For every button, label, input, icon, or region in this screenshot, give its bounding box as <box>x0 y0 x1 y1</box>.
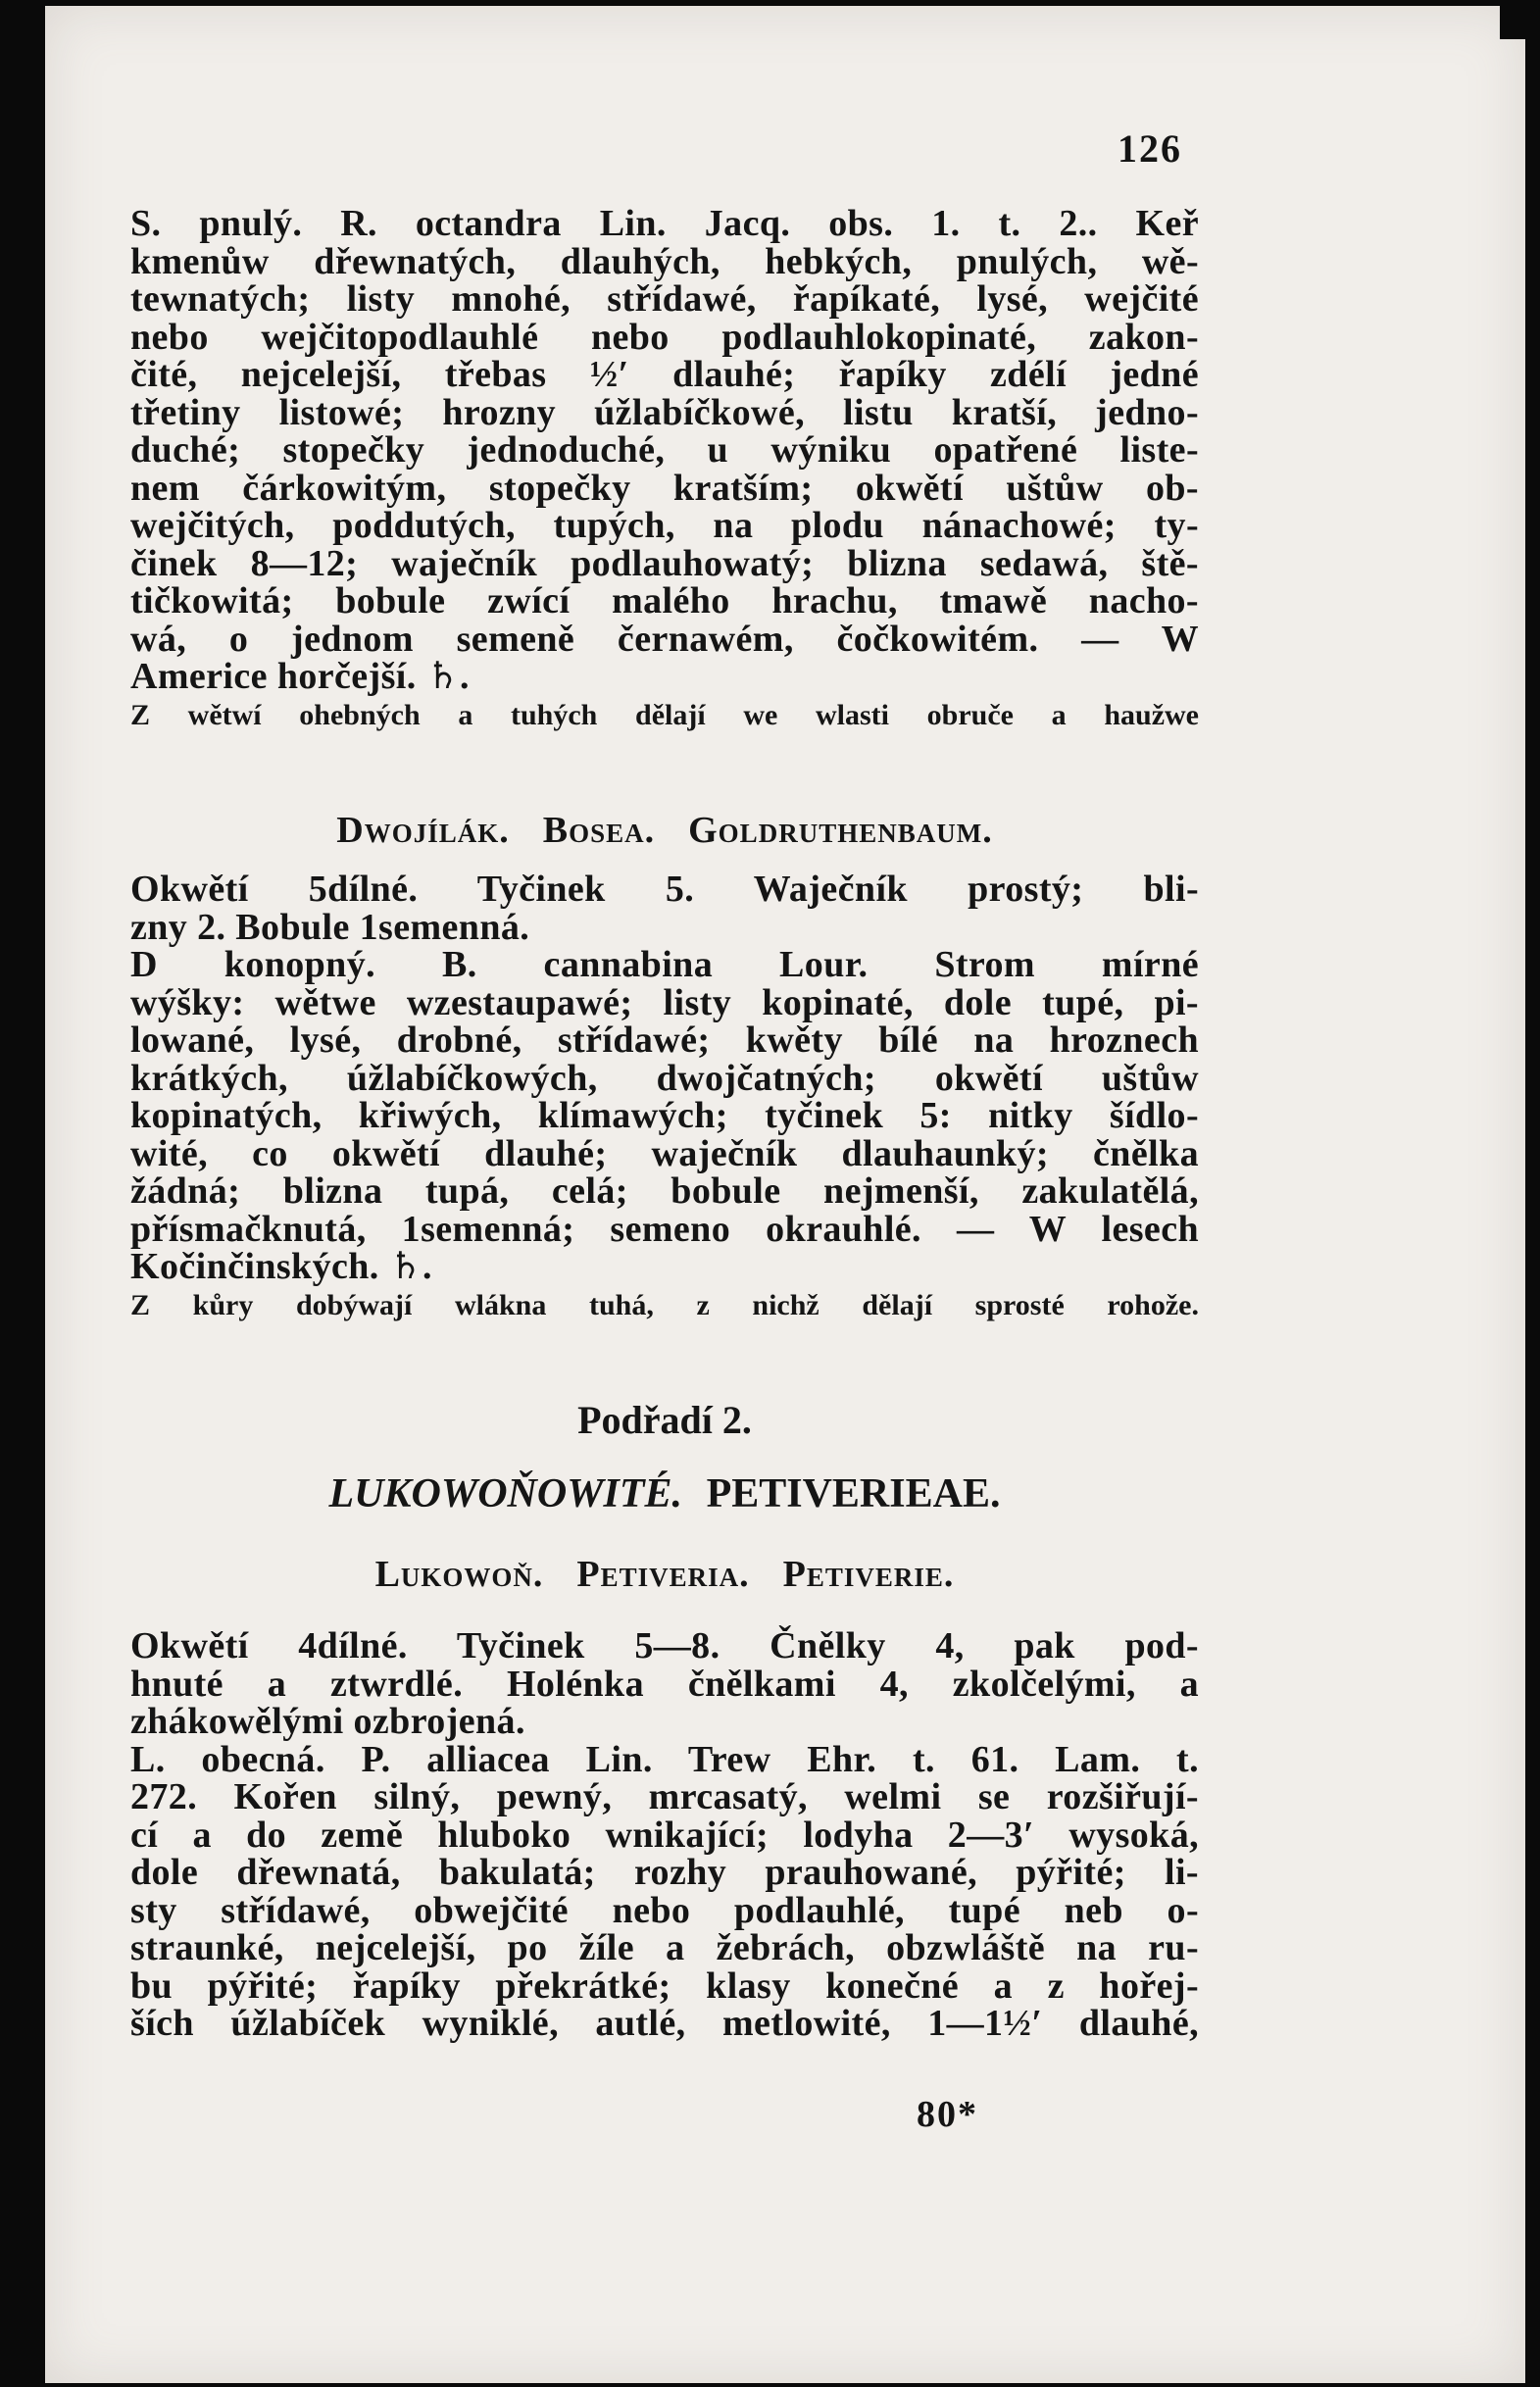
text-line: činek 8—12; waječník podlauhowatý; blizna sedawá, ště- <box>130 542 1199 584</box>
genus-name-cs: Lukowoň. <box>374 1554 544 1595</box>
page-edge <box>1500 0 1540 39</box>
text-line: Americe horčejší. ♄. <box>130 656 470 697</box>
text-line: čité, nejcelejší, třebas ½′ dlauhé; řapíky zdélí jedné <box>130 354 1199 395</box>
text-line: zny 2. Bobule 1semenná. <box>130 906 530 948</box>
genus-name-de: Goldruthenbaum. <box>688 810 993 851</box>
usage-note: Z wětwí ohebných a tuhých dělají we wlasti obruče a haužwe <box>130 698 1199 731</box>
page-number: 126 <box>1118 126 1182 171</box>
text-line: Okwětí 4dílné. Tyčinek 5—8. Čnělky 4, pak pod- <box>130 1625 1199 1666</box>
text-line: lowané, lysé, drobné, střídawé; kwěty bílé na hroznech <box>130 1019 1199 1061</box>
genus-name-la: Bosea. <box>542 810 656 851</box>
text-line: straunké, nejcelejší, po žíle a žebrách, obzwláště na ru- <box>130 1927 1199 1968</box>
text-line: duché; stopečky jednoduché, u wýniku opatřené liste- <box>130 429 1199 471</box>
text-line: S. pnulý. R. octandra Lin. Jacq. obs. 1. t. 2.. Keř <box>130 203 1199 244</box>
text-line: sty střídawé, obwejčité nebo podlauhlé, tupé neb o- <box>130 1889 1199 1931</box>
text-line: wýšky: wětwe wzestaupawé; listy kopinaté, dole tupé, pi- <box>130 981 1199 1023</box>
text-line: wá, o jednom semeně černawém, čočkowitém. — W <box>130 618 1199 660</box>
section-title: Podřadí 2. <box>577 1398 752 1442</box>
text-line: L. obecná. P. alliacea Lin. Trew Ehr. t. 61. Lam. t. <box>130 1738 1199 1780</box>
text-line: třetiny listowé; hrozny úžlabíčkowé, listu kratší, jedno- <box>130 391 1199 433</box>
genus-heading <box>130 809 1199 852</box>
text-line: krátkých, úžlabíčkowých, dwojčatných; okwětí uštůw <box>130 1057 1199 1099</box>
text-line: wejčitých, poddutých, tupých, na plodu nánachowé; ty- <box>130 505 1199 546</box>
text-line: cí a do země hluboko wnikající; lodyha 2—3′ wysoká, <box>130 1814 1199 1856</box>
section-name-la: PETIVERIEAE. <box>706 1471 1001 1517</box>
text-line: ších úžlabíček wyniklé, autlé, metlowité, 1—1½′ dlauhé, <box>130 2003 1199 2044</box>
text-line: Okwětí 5dílné. Tyčinek 5. Waječník prostý; bli- <box>130 869 1199 910</box>
text-line: bu pýřité; řapíky překrátké; klasy konečné a z hořej- <box>130 1964 1199 2007</box>
entry-pnuly <box>130 205 1199 735</box>
text-line: hnuté a ztwrdlé. Holénka čnělkami 4, zkolčelými, a <box>130 1663 1199 1705</box>
text-line: nem čárkowitým, stopečky kratším; okwětí uštůw ob- <box>130 467 1199 509</box>
text-line: zhákowělými ozbrojená. <box>130 1701 525 1742</box>
genus-name-cs: Dwojílák. <box>336 810 510 851</box>
section-name <box>130 1470 1199 1517</box>
text-line: dole dřewnatá, bakulatá; rozhy prauhowané, pýřité; li- <box>130 1852 1199 1893</box>
signature-mark: 80* <box>917 2094 978 2135</box>
genus-name-la: Petiveria. <box>576 1554 750 1595</box>
usage-note: Z kůry dobýwají wlákna tuhá, z nichž dělají sprosté rohože. <box>130 1288 1199 1321</box>
text-line: kmenůw dřewnatých, dlauhých, hebkých, pnulých, wě- <box>130 240 1199 282</box>
text-line: wité, co okwětí dlauhé; waječník dlauhaunký; čnělka <box>130 1132 1199 1174</box>
genus-heading <box>130 1553 1199 1596</box>
text-line: nebo wejčitopodlauhlé nebo podlauhlokopinaté, zakon- <box>130 316 1199 358</box>
text-line: 272. Kořen silný, pewný, mrcasatý, welmi se rozšiřují- <box>130 1776 1199 1817</box>
entry-bosea <box>130 870 1199 1325</box>
section-name-cs: LUKOWOŇOWITÉ. <box>328 1471 683 1517</box>
text-line: žádná; blizna tupá, celá; bobule nejmenší, zakulatělá, <box>130 1170 1199 1212</box>
text-line: přísmačknutá, 1semenná; semeno okrauhlé. — W lesech <box>130 1208 1199 1250</box>
text-line: kopinatých, křiwých, klímawých; tyčinek 5: nitky šídlo- <box>130 1095 1199 1136</box>
text-line: Kočinčinských. ♄. <box>130 1246 432 1287</box>
text-line: D konopný. B. cannabina Lour. Strom mírné <box>130 944 1199 985</box>
genus-name-de: Petiverie. <box>782 1554 955 1595</box>
text-line: tewnatých; listy mnohé, střídawé, řapíkaté, lysé, wejčité <box>130 278 1199 320</box>
entry-petiveria <box>130 1627 1199 2043</box>
text-line: tičkowitá; bobule zwící malého hrachu, tmawě nacho- <box>130 580 1199 622</box>
